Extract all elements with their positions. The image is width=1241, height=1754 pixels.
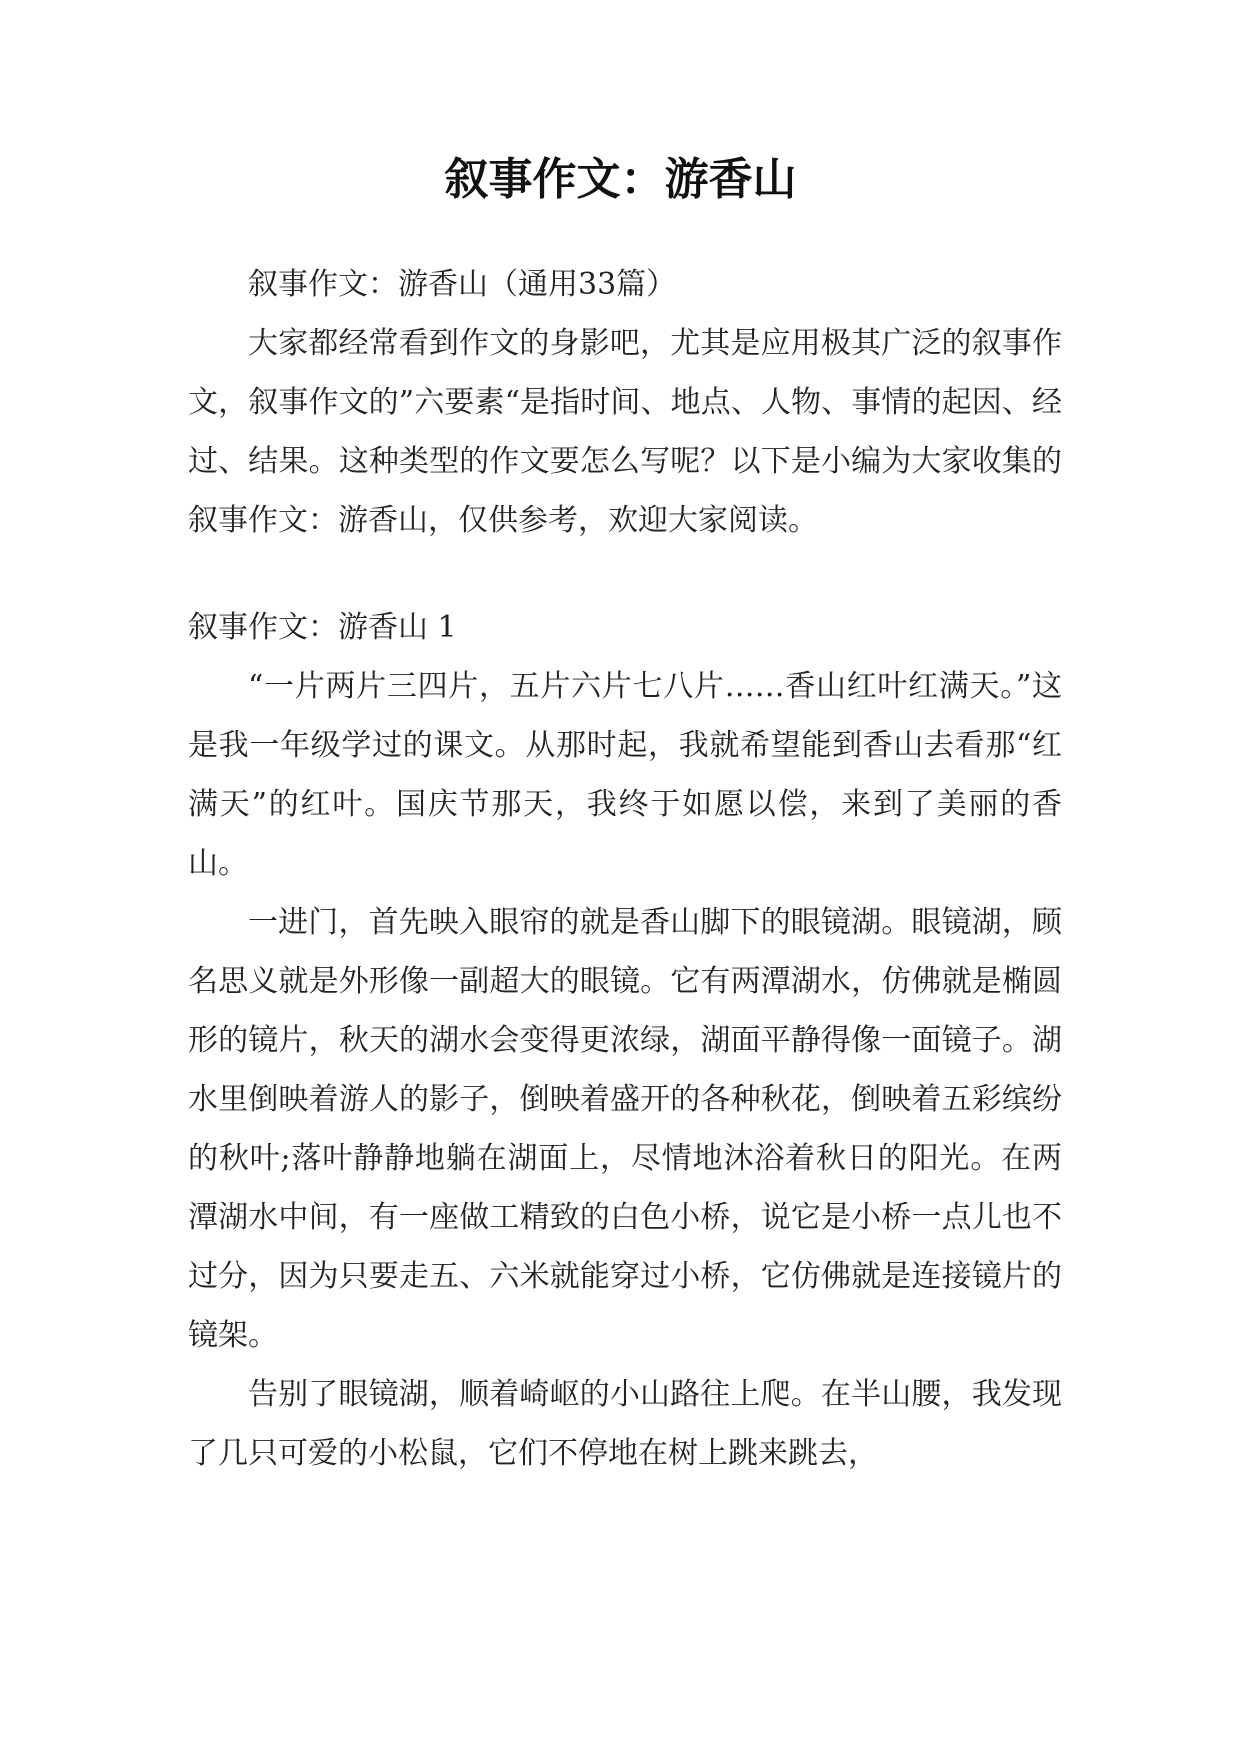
body-paragraph-1: “一片两片三四片，五片六片七八片……香山红叶红满天。”这是我一年级学过的课文。从那时起，我就希望能到香山去看那“红满天”的红叶。国庆节那天，我终于如愿以偿，来到了美丽的香山。 — [188, 669, 1062, 881]
section-heading: 叙事作文：游香山 1 — [188, 610, 457, 645]
intro-paragraph: 大家都经常看到作文的身影吧，尤其是应用极其广泛的叙事作文，叙事作文的”六要素“是指时间、地点、人物、事情的起因、经过、结果。这种类型的作文要怎么写呢？以下是小编为大家收集的叙事作文：游香山，仅供参考，欢迎大家阅读。 — [188, 326, 1062, 538]
document-subtitle: 叙事作文：游香山（通用33篇） — [248, 267, 677, 302]
document-body — [188, 255, 1062, 1483]
body-paragraph-3: 告别了眼镜湖，顺着崎岖的小山路往上爬。在半山腰，我发现了几只可爱的小松鼠，它们不停地在树上跳来跳去， — [188, 1377, 1062, 1471]
document-title: 叙事作文：游香山 — [444, 154, 797, 205]
body-paragraph-2: 一进门，首先映入眼帘的就是香山脚下的眼镜湖。眼镜湖，顾名思义就是外形像一副超大的眼镜。它有两潭湖水，仿佛就是椭圆形的镜片，秋天的湖水会变得更浓绿，湖面平静得像一面镜子。湖水里倒映着游人的影子，倒映着盛开的各种秋花，倒映着五彩缤纷的秋叶;落叶静静地躺在湖面上，尽情地沐浴着秋日的阳光。在两潭湖水中间，有一座做工精致的白色小桥，说它是小桥一点儿也不过分，因为只要走五、六米就能穿过小桥，它仿佛就是连接镜片的镜架。 — [188, 905, 1062, 1353]
